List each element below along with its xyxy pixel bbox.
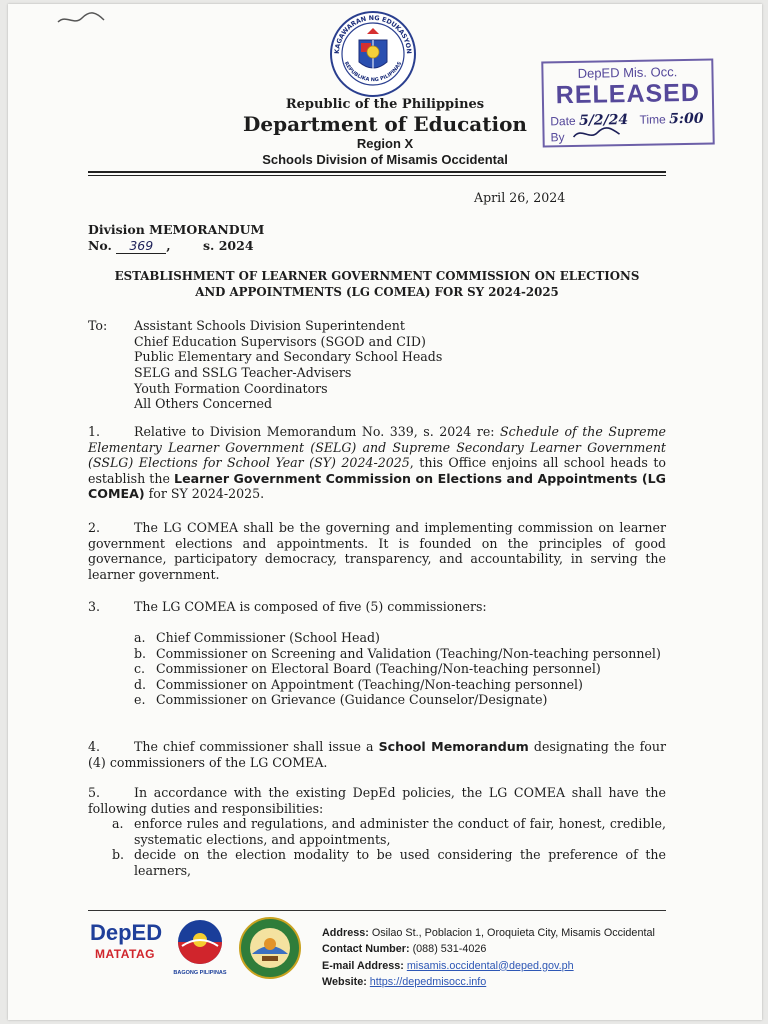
commissioner-list	[134, 630, 666, 708]
stamp-date-label: Date	[550, 113, 576, 129]
website-label: Website:	[322, 975, 367, 988]
list-letter: d.	[134, 676, 147, 692]
released-stamp	[541, 59, 714, 148]
school-memorandum-term: School Memorandum	[378, 739, 529, 754]
list-item	[112, 847, 666, 878]
stamp-time-label: Time	[639, 112, 666, 127]
memo-number-line: No. 369 , s. 2024	[88, 237, 254, 253]
paragraph-text: In accordance with the existing DepEd policies, the LG COMEA shall have the following duties and responsibilities:	[88, 785, 666, 816]
bagong-pilipinas-label: BAGONG PILIPINAS	[173, 970, 227, 976]
bagong-pilipinas-emblem	[168, 918, 232, 966]
list-text: Commissioner on Grievance (Guidance Counselor/Designate)	[156, 692, 548, 707]
list-letter: c.	[134, 661, 146, 676]
footer-website-line	[322, 974, 655, 990]
paragraph-number: 1.	[88, 424, 101, 439]
memo-title-line2: AND APPOINTMENTS (LG COMEA) FOR SY 2024-2025	[195, 285, 559, 299]
svg-text:KAGAWARAN NG EDUKASYON: KAGAWARAN NG EDUKASYON	[332, 13, 414, 55]
paragraph-1	[88, 424, 666, 502]
memo-title-line1: ESTABLISHMENT OF LEARNER GOVERNMENT COMMISSION ON ELECTIONS	[114, 269, 640, 283]
recipient-item: Assistant Schools Division Superintendent	[134, 318, 405, 333]
recipient-item: All Others Concerned	[134, 396, 273, 412]
address-value: Osilao St., Poblacion 1, Oroquieta City, Misamis Occidental	[371, 927, 655, 939]
paragraph-text: for SY 2024-2025.	[144, 486, 265, 501]
stamp-by-label: By	[550, 130, 565, 145]
matatag-wordmark: MATATAG	[95, 947, 155, 961]
list-item	[134, 692, 666, 708]
stamp-office: DepED Mis. Occ.	[577, 64, 678, 81]
list-text: enforce rules and regulations, and administer the conduct of fair, honest, credible, systematic elections, and appointments,	[134, 816, 666, 847]
paragraph-text: The chief commissioner shall issue a	[134, 739, 379, 754]
email-link[interactable]: misamis.occidental@deped.gov.ph	[406, 959, 574, 972]
list-letter: a.	[134, 630, 146, 645]
paragraph-text: Relative to Division Memorandum No. 339, s. 2024 re:	[134, 424, 501, 439]
department-heading: Department of Education	[243, 112, 527, 136]
footer-email-line	[322, 958, 655, 974]
memo-series: s. 2024	[202, 237, 254, 253]
paragraph-2	[88, 520, 666, 582]
address-label: Address:	[322, 927, 369, 939]
footer-contact-line	[322, 941, 655, 957]
list-letter: b.	[134, 645, 147, 661]
paragraph-text: The LG COMEA shall be the governing and implementing commission on learner government elections and appointments. It is founded on the principles of good governance, participatory democracy, transparency, and accountability, in serving the learner government.	[88, 520, 666, 582]
stamp-date-value: 5/2/24	[578, 112, 629, 129]
bagong-pilipinas-logo	[168, 918, 232, 976]
contact-value: (088) 531-4026	[412, 943, 487, 956]
list-item	[134, 630, 666, 646]
memo-header	[88, 222, 264, 254]
list-text: Commissioner on Appointment (Teaching/Non-teaching personnel)	[156, 676, 583, 692]
duties-list	[112, 816, 666, 878]
referenced-memo-title: Schedule of the Supreme Elementary Learner Government (SELG) and Supreme Secondary Learner Government (SSLG) Elections for School Year (SY) 2024-2025	[88, 424, 666, 470]
list-letter: b.	[112, 847, 125, 862]
paragraph-text: The LG COMEA is composed of five (5) commissioners:	[134, 599, 487, 614]
header-rule-thin	[88, 175, 666, 176]
memo-no-value: 369	[116, 238, 166, 255]
paragraph-3	[88, 599, 666, 615]
contact-label: Contact Number:	[322, 943, 410, 956]
memo-title	[88, 268, 666, 300]
footer-address-line	[322, 925, 655, 941]
list-item	[134, 661, 666, 677]
memo-date: April 26, 2024	[474, 190, 566, 205]
paragraph-text: designating the four (4) commissioners of the LG COMEA.	[88, 739, 666, 770]
footer-rule	[88, 910, 666, 911]
email-label: E-mail Address:	[322, 959, 404, 972]
paragraph-number: 3.	[88, 599, 101, 614]
stamp-status: RELEASED	[555, 78, 701, 110]
region-heading: Region X	[356, 136, 414, 151]
division-heading: Schools Division of Misamis Occidental	[262, 152, 508, 167]
list-text: Commissioner on Electoral Board (Teaching/Non-teaching personnel)	[156, 661, 601, 676]
deped-wordmark: DepED	[90, 920, 163, 945]
stamp-by-line	[550, 126, 628, 144]
website-link[interactable]: https://depedmisocc.info	[369, 975, 487, 988]
deped-seal-logo	[329, 10, 417, 98]
division-seal-logo	[238, 916, 302, 980]
paragraph-number: 2.	[88, 520, 101, 535]
memorandum-page	[8, 4, 762, 1020]
stamp-signature	[568, 126, 628, 141]
list-text: Commissioner on Screening and Validation (Teaching/Non-teaching personnel)	[156, 645, 661, 661]
list-letter: a.	[112, 816, 124, 831]
pen-scribble-mark	[56, 8, 116, 30]
paragraph-4	[88, 739, 666, 770]
svg-text:REPUBLIKA NG PILIPINAS: REPUBLIKA NG PILIPINAS	[342, 60, 404, 84]
recipient-item: Youth Formation Coordinators	[134, 380, 328, 396]
list-text: Chief Commissioner (School Head)	[156, 630, 380, 645]
republic-heading: Republic of the Philippines	[285, 97, 485, 112]
footer-contact-block	[322, 925, 655, 990]
list-item	[112, 816, 666, 847]
list-letter: e.	[134, 692, 146, 707]
stamp-time-value: 5:00	[668, 110, 704, 128]
commission-name: Learner Government Commission on Elections and Appointments (LG COMEA)	[88, 470, 666, 501]
to-label: To:	[88, 318, 108, 333]
recipient-item: Chief Education Supervisors (SGOD and CID)	[134, 333, 426, 349]
memo-type: Division MEMORANDUM	[88, 222, 265, 237]
paragraph-number: 4.	[88, 739, 101, 754]
paragraph-number: 5.	[88, 785, 101, 800]
memo-no-label: No.	[88, 237, 112, 253]
recipient-item: Public Elementary and Secondary School Heads	[134, 349, 443, 365]
list-item	[134, 646, 666, 662]
list-item	[134, 677, 666, 693]
paragraph-text: , this Office enjoins all school heads to establish the	[88, 455, 666, 486]
recipient-item: SELG and SSLG Teacher-Advisers	[134, 365, 352, 381]
list-text: decide on the election modality to be used considering the preference of the learners,	[134, 847, 666, 878]
recipient-list	[134, 318, 442, 412]
header-rule	[88, 171, 666, 173]
deped-matatag-logo	[90, 920, 163, 961]
paragraph-5	[88, 785, 666, 816]
